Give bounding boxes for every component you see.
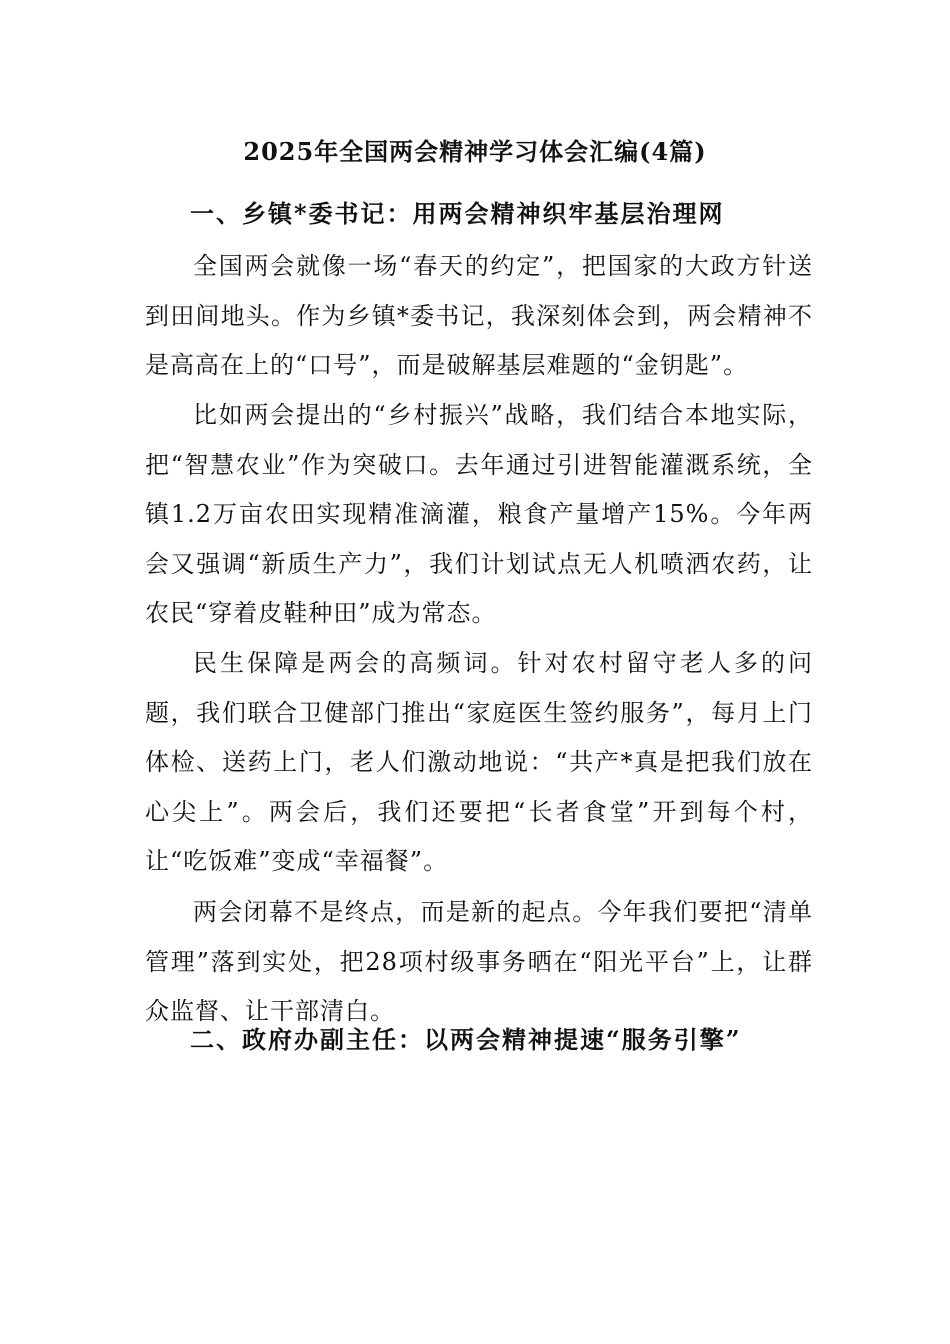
section-1-paragraph-3: 民生保障是两会的高频词。针对农村留守老人多的问题，我们联合卫健部门推出“家庭医生签约服务”，每月上门体检、送药上门，老人们激动地说：“共产*真是把我们放在心尖上”。两会后，我们还要把“长者食堂”开到每个村，让“吃饭难”变成“幸福餐”。 [145, 649, 813, 876]
document-title: 2025年全国两会精神学习体会汇编(4篇) [243, 137, 707, 166]
section-2-heading: 二、政府办副主任：以两会精神提速“服务引擎” [190, 1025, 742, 1054]
section-1-paragraph-1: 全国两会就像一场“春天的约定”，把国家的大政方针送到田间地头。作为乡镇*委书记，我深刻体会到，两会精神不是高高在上的“口号”，而是破解基层难题的“金钥匙”。 [145, 252, 813, 380]
section-1-heading: 一、乡镇*委书记：用两会精神织牢基层治理网 [190, 199, 725, 228]
section-1-paragraph-2: 比如两会提出的“乡村振兴”战略，我们结合本地实际，把“智慧农业”作为突破口。去年通过引进智能灌溉系统，全镇1.2万亩农田实现精准滴灌，粮食产量增产15%。今年两会又强调“新质生产力”，我们计划试点无人机喷洒农药，让农民“穿着皮鞋种田”成为常态。 [145, 401, 813, 628]
section-1-paragraph-4: 两会闭幕不是终点，而是新的起点。今年我们要把“清单管理”落到实处，把28项村级事务晒在“阳光平台”上，让群众监督、让干部清白。 [145, 898, 813, 1026]
